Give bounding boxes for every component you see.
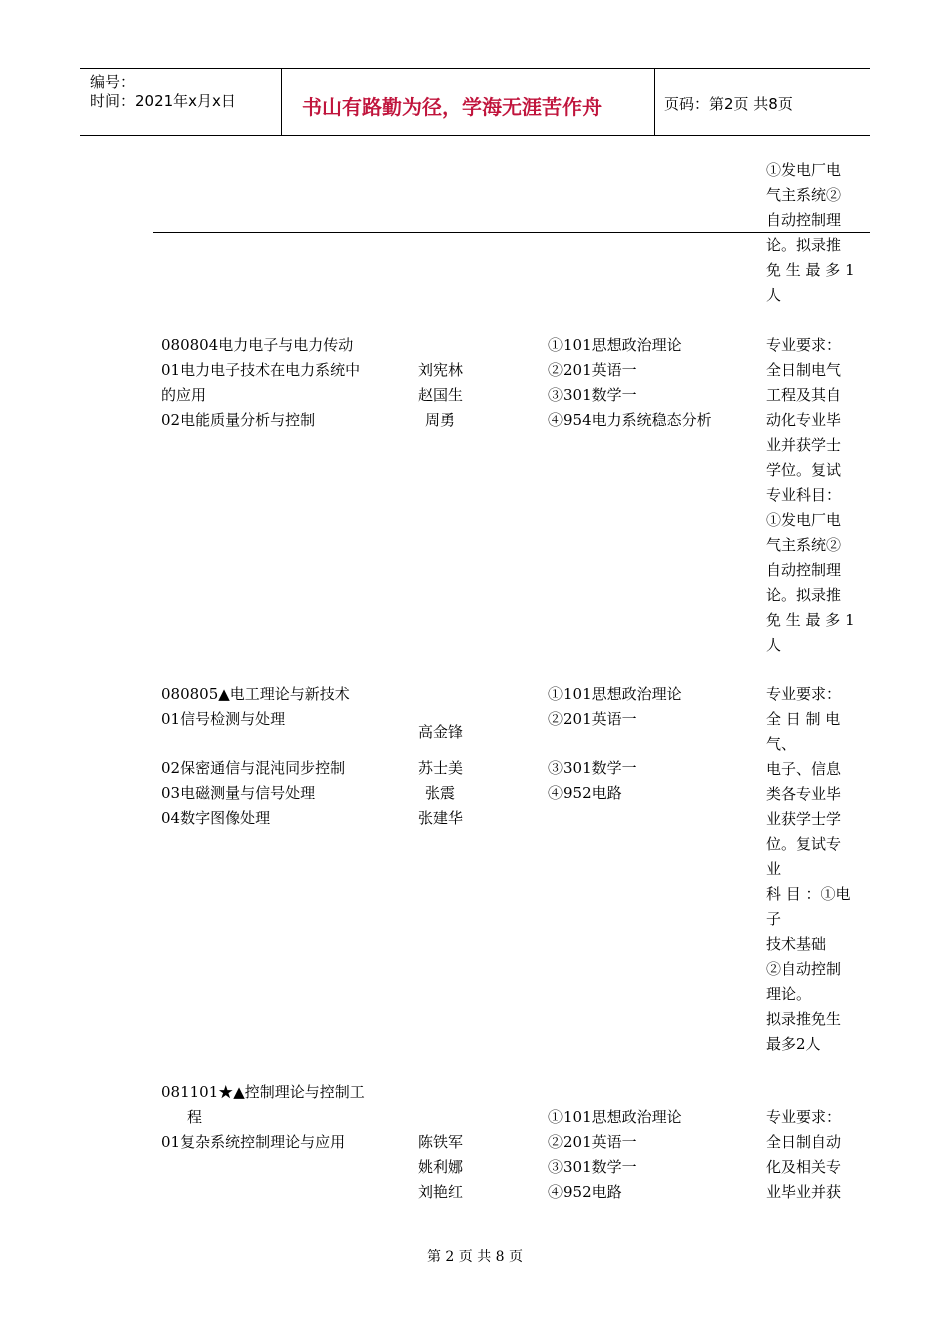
note-line: 业 — [766, 860, 782, 878]
note-line: 专业要求： — [766, 685, 842, 703]
section-2-exam: ③301数学一 — [548, 759, 637, 777]
note-line: 业毕业并获 — [766, 1183, 842, 1201]
section-3-title-cont: 程 — [187, 1108, 203, 1126]
section-1-title: 080804电力电子与电力传动 — [161, 336, 354, 354]
section-2-direction: 02保密通信与混沌同步控制 — [161, 759, 346, 777]
note-line: 全 日 制 电 — [766, 710, 841, 728]
section-2-tutor: 高金锋 — [418, 723, 464, 741]
note-line: ②自动控制 — [766, 960, 842, 978]
section-1-direction: 01电力电子技术在电力系统中 — [161, 361, 361, 379]
note-line: 论。拟录推 — [766, 236, 842, 254]
note-line: 全日制自动 — [766, 1133, 842, 1151]
section-3-tutor: 姚利娜 — [418, 1158, 464, 1176]
section-2-exam: ②201英语一 — [548, 710, 637, 728]
note-line: 动化专业毕 — [766, 411, 842, 429]
note-line: 学位。复试 — [766, 461, 842, 479]
note-line: ①发电厂电 — [766, 511, 842, 529]
section-1-notes — [766, 333, 855, 658]
section-3-direction: 01复杂系统控制理论与应用 — [161, 1133, 346, 1151]
section-2-title: 080805▲电工理论与新技术 — [161, 685, 350, 703]
section-1-exam: ①101思想政治理论 — [548, 336, 682, 354]
note-line: 免 生 最 多 1 — [766, 261, 855, 279]
section-1-direction: 02电能质量分析与控制 — [161, 411, 316, 429]
note-line: 专业科目： — [766, 486, 842, 504]
section-3-exam: ②201英语一 — [548, 1133, 637, 1151]
note-line: 论。拟录推 — [766, 586, 842, 604]
section-3-exam: ①101思想政治理论 — [548, 1108, 682, 1126]
note-line: 科 目 ：①电 — [766, 885, 851, 903]
note-line: 电子、信息 — [766, 760, 842, 778]
page-footer: 第 2 页 共 8 页 — [426, 1249, 524, 1265]
note-line: 最多2人 — [766, 1035, 821, 1053]
section-3-notes — [766, 1105, 841, 1205]
note-line: 自动控制理 — [766, 211, 842, 229]
note-line: ①发电厂电 — [766, 161, 842, 179]
header-divider-left — [281, 68, 282, 136]
section-2-exam: ④952电路 — [548, 784, 622, 802]
header-serial: 编号： — [90, 73, 136, 91]
note-line: 化及相关专 — [766, 1158, 842, 1176]
header-divider-right — [654, 68, 655, 136]
section-1-exam: ④954电力系统稳态分析 — [548, 411, 712, 429]
note-line: 技术基础 — [766, 935, 827, 953]
section-2-direction: 01信号检测与处理 — [161, 710, 286, 728]
header-motto: 书山有路勤为径，学海无涯苦作舟 — [302, 95, 602, 119]
note-line: 拟录推免生 — [766, 1010, 842, 1028]
section-2-direction: 03电磁测量与信号处理 — [161, 784, 316, 802]
header-page-info: 页码：第2页 共8页 — [664, 95, 793, 113]
note-line: 业获学士学 — [766, 810, 842, 828]
section-2-tutor: 苏士美 — [418, 759, 464, 777]
note-line: 气主系统② — [766, 186, 842, 204]
note-line: 气主系统② — [766, 536, 842, 554]
note-line: 理论。 — [766, 985, 812, 1003]
header-time: 时间：2021年x月x日 — [90, 92, 236, 110]
note-line: 自动控制理 — [766, 561, 842, 579]
section-1-tutor: 周勇 — [425, 411, 456, 429]
section-2-notes — [766, 682, 851, 1057]
note-line: 子 — [766, 910, 782, 928]
note-line: 全日制电气 — [766, 361, 842, 379]
note-line: 工程及其自 — [766, 386, 842, 404]
section-2-tutor: 张震 — [425, 784, 456, 802]
section-1-exam: ②201英语一 — [548, 361, 637, 379]
note-line: 人 — [766, 636, 782, 654]
note-line: 专业要求： — [766, 1108, 842, 1126]
note-line: 免 生 最 多 1 — [766, 611, 855, 629]
section-1-direction: 的应用 — [161, 386, 207, 404]
note-line: 业并获学士 — [766, 436, 842, 454]
note-line: 气、 — [766, 735, 797, 753]
header-bottom-rule — [80, 135, 870, 136]
section-2-tutor: 张建华 — [418, 809, 464, 827]
section-1-exam: ③301数学一 — [548, 386, 637, 404]
note-line: 专业要求： — [766, 336, 842, 354]
note-line: 位。复试专 — [766, 835, 842, 853]
section-1-tutor: 赵国生 — [418, 386, 464, 404]
section-1-tutor: 刘宪林 — [418, 361, 464, 379]
section-3-tutor: 刘艳红 — [418, 1183, 464, 1201]
top-note — [766, 158, 855, 308]
note-line: 人 — [766, 286, 782, 304]
section-3-exam: ③301数学一 — [548, 1158, 637, 1176]
header-top-rule — [80, 68, 870, 69]
section-2-exam: ①101思想政治理论 — [548, 685, 682, 703]
table-rule — [153, 232, 870, 233]
note-line: 类各专业毕 — [766, 785, 842, 803]
section-2-direction: 04数字图像处理 — [161, 809, 271, 827]
section-3-exam: ④952电路 — [548, 1183, 622, 1201]
section-3-tutor: 陈铁军 — [418, 1133, 464, 1151]
section-3-title: 081101★▲控制理论与控制工 — [161, 1083, 365, 1101]
